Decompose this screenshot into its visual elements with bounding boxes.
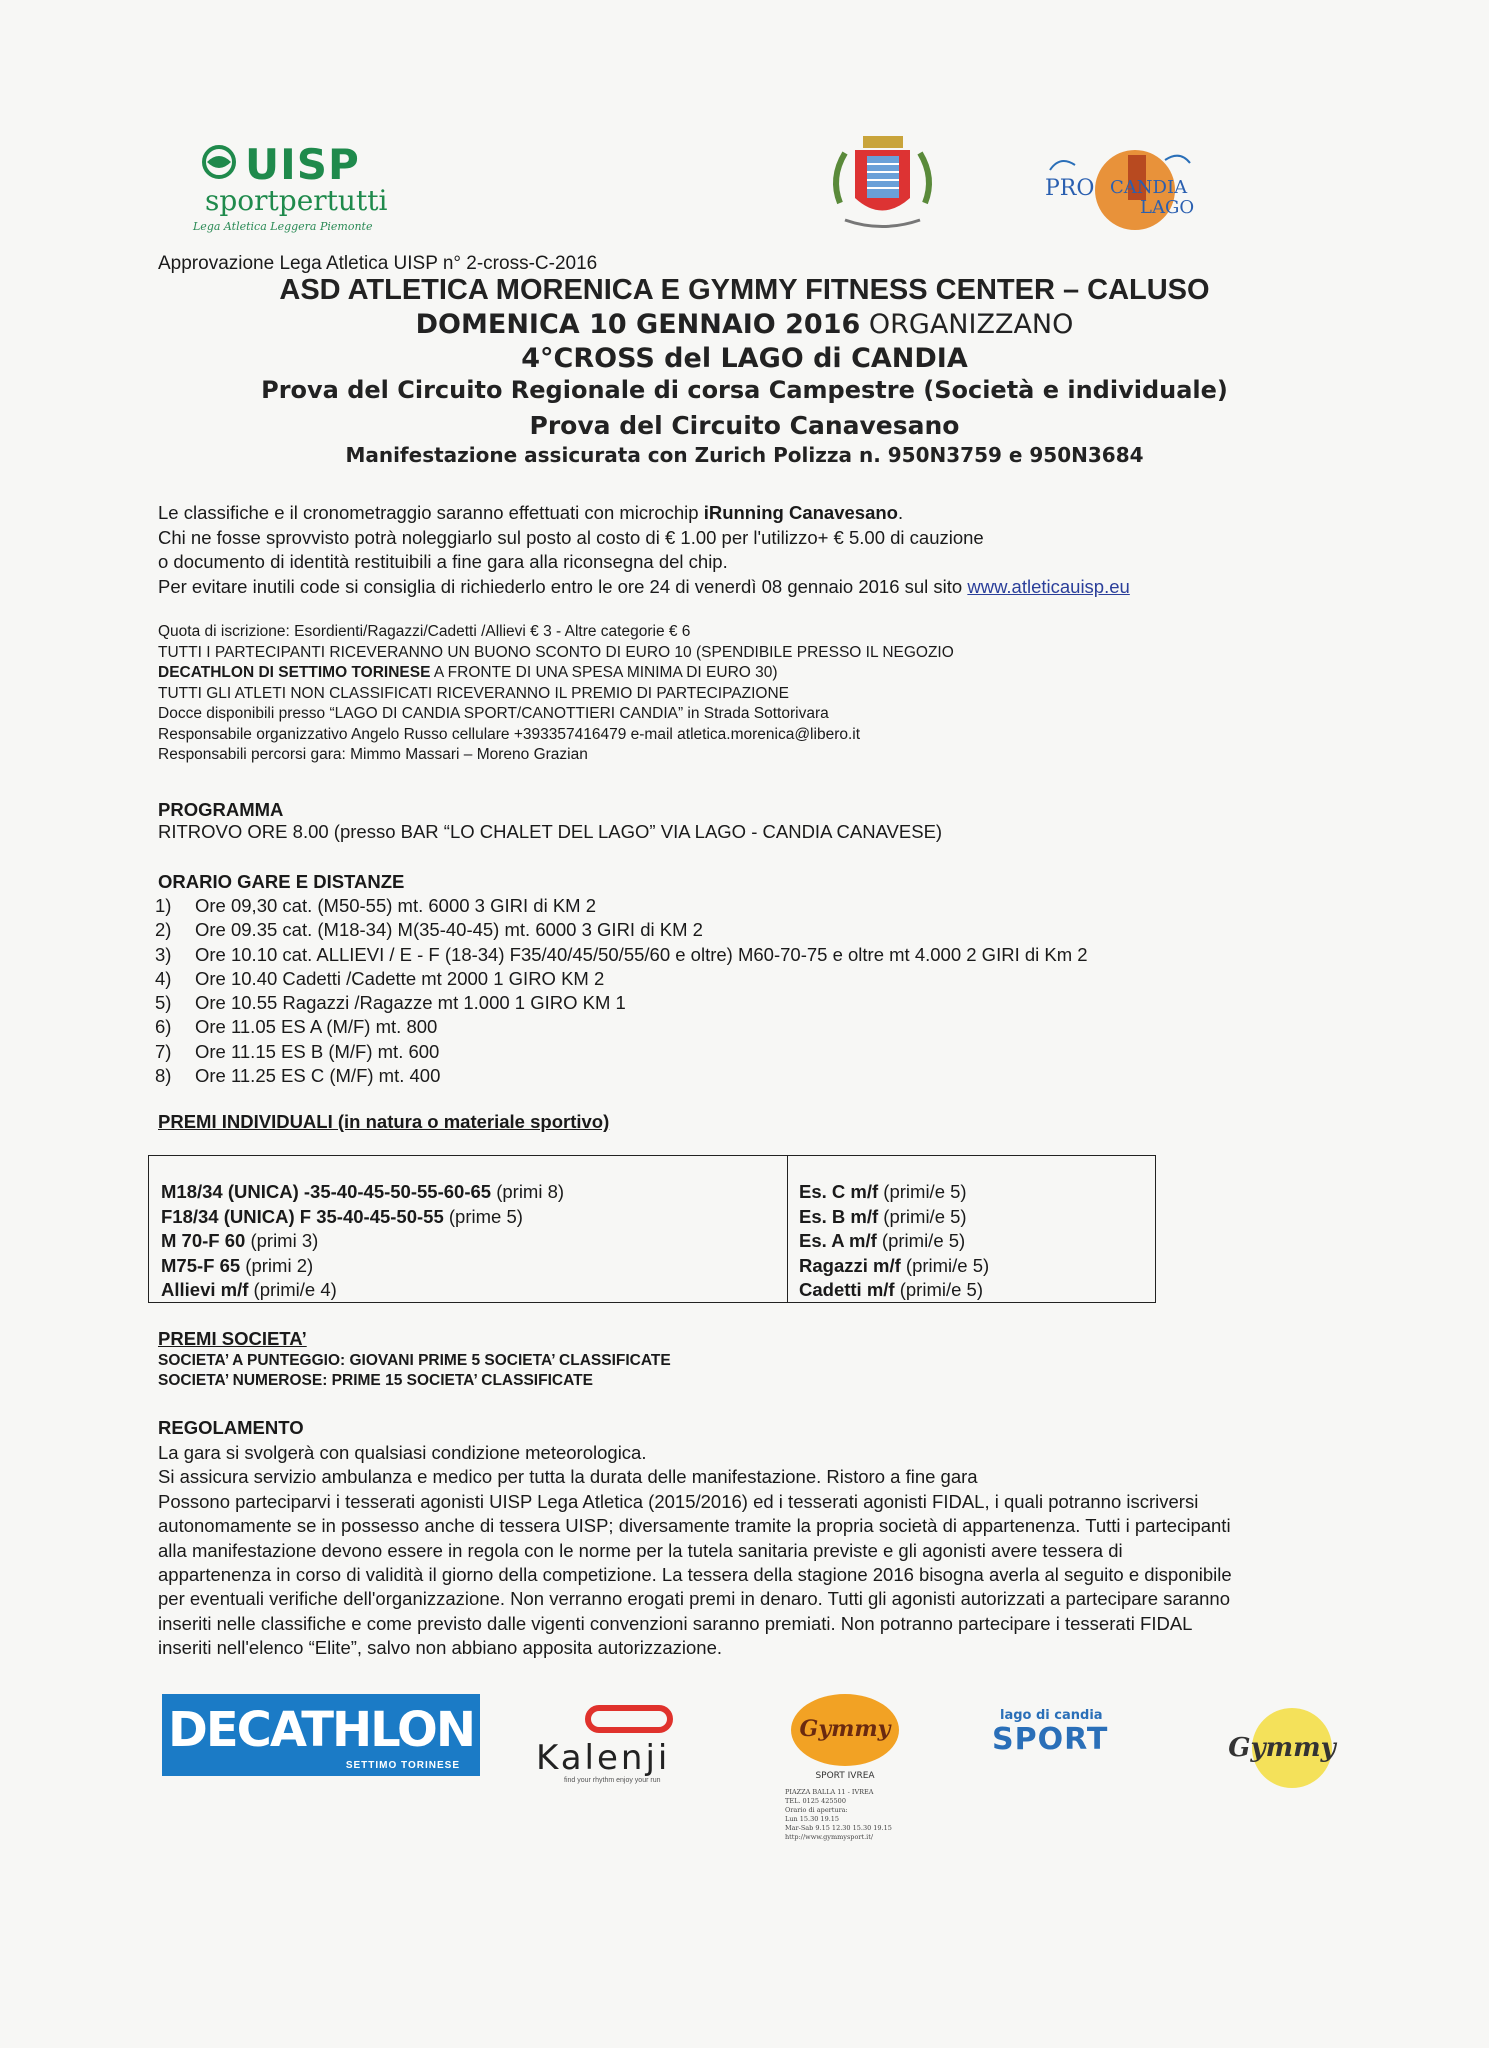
orario-item: 7) Ore 11.15 ES B (M/F) mt. 600 [155, 1040, 440, 1062]
orario-item: 4) Ore 10.40 Cadetti /Cadette mt 2000 1 GIRO KM 2 [155, 967, 605, 989]
orario-item: 8) Ore 11.25 ES C (M/F) mt. 400 [155, 1065, 441, 1087]
orario-heading: ORARIO GARE E DISTANZE [158, 871, 405, 892]
svg-text:SPORT IVREA: SPORT IVREA [815, 1771, 875, 1781]
svg-text:CANDIA: CANDIA [1110, 177, 1188, 198]
kalenji-swoosh-icon [584, 1704, 674, 1734]
prize-row: F18/34 (UNICA) F 35-40-45-50-55 (prime 5) [161, 1205, 523, 1227]
prize-row: M18/34 (UNICA) -35-40-45-50-55-60-65 (primi 8) [161, 1181, 565, 1202]
premi-societa-list: SOCIETA’ A PUNTEGGIO: GIOVANI PRIME 5 SOCIETA’ CLASSIFICATE SOCIETA’ NUMEROSE: PRIME 15 SOCIETA’ CLASSIFICATE [158, 1352, 671, 1389]
orario-list [155, 894, 1088, 1088]
municipal-crest-icon [825, 128, 940, 248]
svg-text:Gymmy: Gymmy [1228, 1733, 1336, 1763]
regolamento-text: La gara si svolgerà con qualsiasi condizione meteorologica. Si assicura servizio ambulanza e medico per tutta la durata delle manifestazione. Ristoro a fine gara Possono parteciparvi i tesserati agonisti UISP Lega Atletica (2015/2016) ed i tesserati agonisti FIDAL, i quali potranno iscriversi autonomamente se in possesso anche di tessera UISP; diversamente tramite la propria società di appartenenza. Tutti i partecipanti alla manifestazione devono essere in regola con le norme per la tutela sanitaria previste e gli agonisti avere tessera di appartenenza in corso di validità il giorno della competizione. La tessera della stagione 2016 bisogna averla al seguito e disponibile per eventuali verifiche dell'organizzazione. Non verranno erogati premi in denaro. Tutti gli agonisti autorizzati a partecipare saranno inseriti nelle classifiche e come previsto dalle vigenti convenzioni saranno premiati. Non potranno partecipare i tesserati FIDAL inseriti nell'elenco “Elite”, salvo non abbiano apposita autorizzazione. [158, 1442, 1232, 1659]
prize-row: M 70-F 60 (primi 3) [161, 1230, 319, 1251]
orario-item: 1) Ore 09,30 cat. (M50-55) mt. 6000 3 GIRI di KM 2 [155, 895, 597, 916]
orario-item: 3) Ore 10.10 cat. ALLIEVI / E - F (18-34) F35/40/45/50/55/60 e oltre) M60-70-75 e oltre mt 4.000 2 GIRI di Km 2 [155, 943, 1088, 965]
programma-heading: PROGRAMMA [158, 799, 284, 820]
svg-text:Gymmy: Gymmy [799, 1716, 891, 1742]
kalenji-logo: Kalenji find your rhythm enjoy your run [536, 1704, 736, 1794]
prizes-left-column [161, 1180, 564, 1303]
organizer-title: ASD ATLETICA MORENICA E GYMMY FITNESS CENTER – CALUSO [279, 274, 1210, 306]
uisp-name: UISP [245, 140, 360, 189]
website-link[interactable]: www.atleticauisp.eu [967, 575, 1130, 597]
programma-text: RITROVO ORE 8.00 (presso BAR “LO CHALET DEL LAGO” VIA LAGO - CANDIA CANAVESE) [158, 821, 943, 842]
gymmy-fitness-logo [1220, 1698, 1350, 1798]
prize-row: M75-F 65 (primi 2) [161, 1254, 314, 1276]
prize-row: Ragazzi m/f (primi/e 5) [799, 1254, 990, 1276]
uisp-logo [185, 140, 415, 235]
orario-item: 6) Ore 11.05 ES A (M/F) mt. 800 [155, 1016, 438, 1038]
prize-row: Cadetti m/f (primi/e 5) [799, 1279, 983, 1300]
circuit-regional: Prova del Circuito Regionale di corsa Campestre (Società e individuale) [261, 376, 1228, 404]
svg-text:LAGO: LAGO [1140, 197, 1195, 218]
intro-paragraph: Le classifiche e il cronometraggio saranno effettuati con microchip iRunning Canavesano. Chi ne fosse sprovvisto potrà noleggiarlo sul posto al costo di € 1.00 per l'utilizzo+ € 5.00 di cauzione o documento di identità restituibili a fine gara alla riconsegna del chip. Per evitare inutili code si consiglia di richiederlo entro le ore 24 di venerdì 08 gennaio 2016 sul sito www.atleticauisp.eu [158, 502, 1130, 597]
prize-row: Es. B m/f (primi/e 5) [799, 1205, 967, 1227]
info-block: Quota di iscrizione: Esordienti/Ragazzi/Cadetti /Allievi € 3 - Altre categorie € 6 TUTTI I PARTECIPANTI RICEVERANNO UN BUONO SCONTO DI EURO 10 (SPENDIBILE PRESSO IL NEGOZIO DECATHLON DI SETTIMO TORINESE A FRONTE DI UNA SPESA MINIMA DI EURO 30) TUTTI GLI ATLETI NON CLASSIFICATI RICEVERANNO IL PREMIO DI PARTECIPAZIONE Docce disponibili presso “LAGO DI CANDIA SPORT/CANOTTIERI CANDIA” in Strada Sottorivara Responsabile organizzativo Angelo Russo cellulare +393357416479 e-mail atletica.morenica@libero.it Responsabili percorsi gara: Mimmo Massari – Moreno Grazian [158, 623, 954, 763]
decathlon-logo: DECATHLON SETTIMO TORINESE [162, 1694, 480, 1776]
lago-di-candia-sport-logo: lago di candia SPORT [992, 1708, 1109, 1757]
uisp-emblem-icon [199, 144, 239, 180]
orario-item: 2) Ore 09.35 cat. (M18-34) M(35-40-45) mt. 6000 3 GIRI di KM 2 [155, 919, 703, 941]
gymmy-badge-icon [785, 1690, 905, 1786]
regolamento-heading: REGOLAMENTO [158, 1417, 304, 1438]
orario-item: 5) Ore 10.55 Ragazzi /Ragazze mt 1.000 1 GIRO KM 1 [155, 992, 626, 1014]
prize-row: Es. A m/f (primi/e 5) [799, 1230, 966, 1251]
prize-row: Es. C m/f (primi/e 5) [799, 1181, 967, 1202]
approval-line: Approvazione Lega Atletica UISP n° 2-cross-C-2016 [158, 253, 598, 274]
uisp-tagline: Lega Atletica Leggera Piemonte [193, 220, 373, 233]
premi-societa-heading: PREMI SOCIETA’ [158, 1328, 307, 1349]
circuit-canavesano: Prova del Circuito Canavesano [529, 411, 960, 440]
svg-text:PRO: PRO [1045, 176, 1095, 201]
insurance-line: Manifestazione assicurata con Zurich Polizza n. 950N3759 e 950N3684 [345, 443, 1144, 467]
prizes-right-column [799, 1180, 989, 1303]
pro-candia-lago-logo [1040, 135, 1200, 245]
prizes-table [148, 1155, 1156, 1303]
uisp-subtitle: sportpertutti [205, 184, 388, 217]
event-date: DOMENICA 10 GENNAIO 2016 ORGANIZZANO [415, 309, 1074, 340]
event-title: 4°CROSS del LAGO di CANDIA [521, 343, 968, 374]
prize-row: Allievi m/f (primi/e 4) [161, 1279, 337, 1300]
premi-individuali-heading: PREMI INDIVIDUALI (in natura o materiale sportivo) [158, 1111, 610, 1132]
gymmy-sport-logo: Gymmy SPORT IVREA PIAZZA BALLA 11 - IVREA TEL. 0125 425500 Orario di apertura: Lun 15.30 19.15 Mar-Sab 9.15 12.30 15.30 19.15 http://www.gymmysport.it/ [785, 1690, 905, 1830]
